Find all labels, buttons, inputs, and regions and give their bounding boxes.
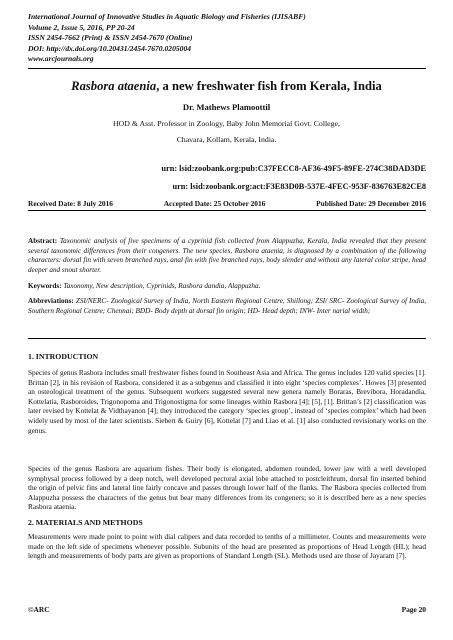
page-footer — [28, 605, 426, 614]
affiliation-line-1: HOD & Asst. Professor in Zoology, Baby John Memorial Govt. College, — [113, 119, 340, 128]
urn-act: urn: lsid:zoobank.org:act:F3E83D0B-537E-4FEC-953F-836763E82CE8 — [172, 182, 426, 191]
footer-publisher: ©ARC — [28, 605, 50, 614]
journal-volume: Volume 2, Issue 5, 2016, PP 20-24 — [28, 22, 135, 32]
journal-header — [28, 12, 428, 65]
abstract — [28, 237, 426, 275]
header-divider — [28, 68, 426, 69]
journal-name: International Journal of Innovative Studies in Aquatic Biology and Fisheries (IJISABF) — [28, 12, 306, 21]
article-dates — [28, 199, 426, 208]
published-date: Published Date: 29 December 2016 — [316, 199, 426, 208]
title-species: Rasbora ataenia — [71, 79, 157, 93]
abstract-label: Abstract: — [28, 237, 58, 245]
section-heading-methods: 2. MATERIALS AND METHODS — [28, 518, 143, 527]
section-heading-introduction: 1. INTRODUCTION — [28, 352, 99, 361]
title-rest: , a new freshwater fish from Kerala, India — [156, 79, 382, 93]
dates-divider — [28, 210, 426, 211]
methods-paragraph: Measurements were made point to point with dial calipers and data recorded to tenths of a millimeter. Counts and measurements were made on the left side of specimens whenever possible. Subunits of the head are presented as proportions of Head Length (HL); head length and measurements of body parts are given as proportions of Standard Length (SL). Methods used are those of Jayaram [7]. — [28, 532, 426, 561]
journal-issn: ISSN 2454-7662 (Print) & ISSN 2454-7670 (Online) — [28, 33, 193, 42]
abbreviations-text: ZSI/NERC- Zoological Survey of India, North Eastern Regional Centre, Shillong; ZSI/ SRC- Zoological Survey of India, Southern Regional Centre; Chennai; BDD- Body depth at dorsal fin origin; HD- Head depth; INW- Inter narial width; — [28, 297, 426, 315]
introduction-paragraph-1: Species of genus Rasbora includes small freshwater fishes found in Southeast Asia and Africa. The genus includes 120 valid species [1]. Brittan [2], in his revision of Rasbora, considered it as a subgenus and classified it into eight ‘species complexes’. Howes [3] presented an osteological treatment of the genus. Subsequent workers suggested several new genera namely Boraras, Brevibora, Horadandia, Kottelatia, Rasboroides, Trigonopoma and Trigonostigma for some lineages within Rasbora [4]; [5], [1]. Brittan’s [2] classification was later revised by Kottelat & Vidthayanon [4]; they introduced the category ‘species group’, instead of ‘species complex’ which had been widely used by most of the later scientists. Siebert & Guiry [6], Kottelat [7] and Liao et al. [1] also conducted revisionary works on the genus. — [28, 368, 426, 435]
journal-doi[interactable]: DOI: http://dx.doi.org/10.20431/2454-7670.0205004 — [28, 43, 192, 53]
received-date: Received Date: 8 July 2016 — [28, 199, 113, 208]
abbreviations — [28, 297, 426, 316]
urn-publication: urn: lsid:zoobank.org:pub:C37FECC8-AF36-49F5-89FE-274C38DAD3DE — [161, 164, 426, 173]
author-name: Dr. Mathews Plamoottil — [182, 102, 271, 112]
affiliation-line-2: Chavara, Kollam, Kerala, India. — [176, 134, 277, 144]
front-matter-divider — [28, 338, 426, 339]
abstract-text: Taxonomic analysis of five specimens of a cyprinid fish collected from Alappuzha, Kerala, India revealed that they present several taxonomic differences from their congeners. The new species, Rasbora ataenia, is diagnosed by a combination of the following characters: dorsal fin with seven branched rays, anal fin with five branched rays, body slender and without any lateral color stripe, head deeper and snout shorter. — [28, 237, 427, 274]
introduction-paragraph-2: Species of the genus Rasbora are aquarium fishes. Their body is elongated, abdomen rounded, lower jaw with a well developed symphysal process followed by a deep notch, well developed pectoral axial lobe attached to postcleithrum, dorsal fin inserted behind the origin of pelvic fins and lateral line fairly concave and passes through lower half of the flanks. The Rasbora species collected from Alappuzha possess the characters of the genus but bear many differences from its congeners; so it is described here as a new species Rasbora ataenia. — [28, 464, 426, 512]
keywords — [28, 282, 426, 292]
abbreviations-label: Abbreviations: — [28, 297, 74, 305]
author-affiliation — [0, 116, 453, 147]
keywords-text: Taxonomy, New description, Cyprinids, Rasbora dandia, Alappuzha. — [63, 282, 261, 290]
accepted-date: Accepted Date: 25 October 2016 — [163, 199, 266, 208]
keywords-label: Keywords: — [28, 282, 62, 290]
paper-title — [0, 79, 453, 94]
journal-site[interactable]: www.arcjournals.org — [28, 54, 94, 63]
footer-page-number: Page 20 — [401, 605, 426, 614]
